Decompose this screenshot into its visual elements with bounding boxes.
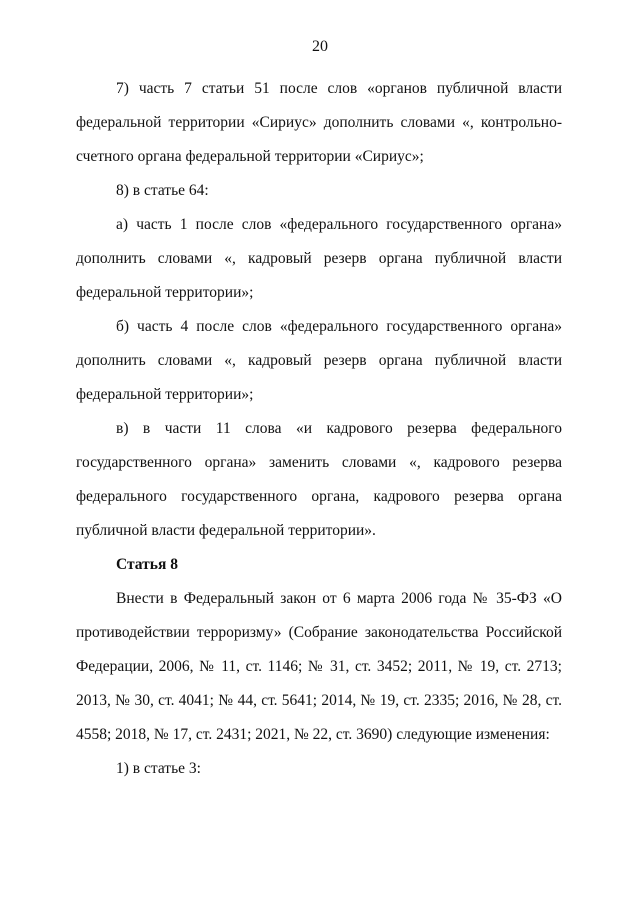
paragraph-subitem-v: в) в части 11 слова «и кадрового резерва федерального государственного органа» заменить словами «, кадрового резерва федерального государственного органа, кадрового резерва органа публичной власти федеральной территории». [76,420,562,539]
paragraph-article-intro: Внести в Федеральный закон от 6 марта 2006 года № 35-ФЗ «О противодействии терроризму» (Собрание законодательства Российской Федерации, 2006, № 11, ст. 1146; № 31, ст. 3452; 2011, № 19, ст. 2713; 2013, № 30, ст. 4041; № 44, ст. 5641; 2014, № 19, ст. 2335; 2016, № 28, ст. 4558; 2018, № 17, ст. 2431; 2021, № 22, ст. 3690) следующие изменения: [76,590,562,743]
paragraph-subitem-b: б) часть 4 после слов «федерального государственного органа» дополнить словами «, кадровый резерв органа публичной власти федеральной территории»; [76,318,562,403]
article-heading: Статья 8 [116,556,178,573]
paragraph-subitem-a: а) часть 1 после слов «федерального государственного органа» дополнить словами «, кадровый резерв органа публичной власти федеральной территории»; [76,216,562,301]
document-body [76,72,562,786]
page-number: 20 [312,38,328,55]
paragraph-item-7: 7) часть 7 статьи 51 после слов «органов публичной власти федеральной территории «Сириус» дополнить словами «, контрольно-счетного органа федеральной территории «Сириус»; [76,80,562,165]
paragraph-item-8: 8) в статье 64: [116,182,209,199]
paragraph-item-1: 1) в статье 3: [116,760,201,777]
